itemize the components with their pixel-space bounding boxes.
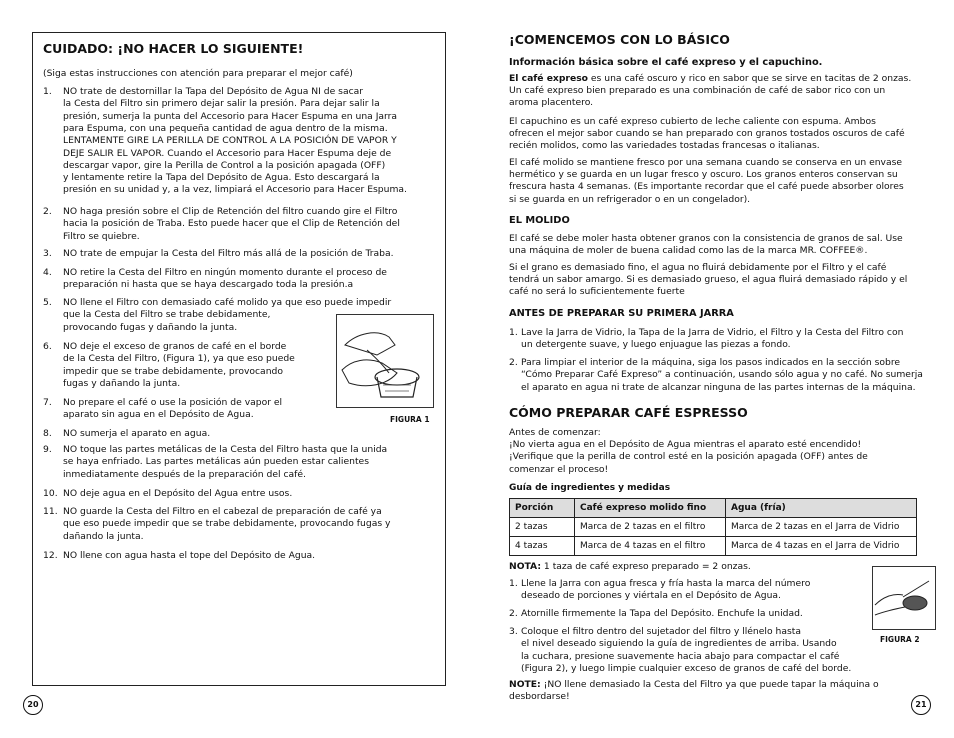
molido-para-2: Si el grano es demasiado fino, el agua no fluirá debidamente por el Filtro y el café tendrá un sabor amargo. Si es demasiado grueso, el agua fluirá demasiado rápido y el café no será lo suficientemente fuerte <box>509 262 908 298</box>
list-item-line: provocando fugas y dañando la junta. <box>63 321 238 333</box>
table-cell: Marca de 2 tazas en el filtro <box>575 518 726 537</box>
list-item-number: 2. <box>509 357 518 368</box>
basics-title: ¡COMENCEMOS CON LO BÁSICO <box>509 32 730 47</box>
list-item-line: “Cómo Preparar Café Expreso” a continuación, usando sólo agua y no café. No sumerja <box>521 369 923 381</box>
para-storage: El café molido se mantiene fresco por una semana cuando se conserva en un envase hermético y se guarda en un lugar fresco y oscuro. Los granos enteros conservan su frescura hasta 4 semanas. (Es importante recordar que el café puede absorber olores si se guarda en un refrigerador o en un congelador). <box>509 157 904 205</box>
list-item-number: 8. <box>43 428 52 439</box>
list-item-line: presión en su unidad y, a la vez, limpiará el Accesorio para Hacer Espuma. <box>63 184 407 196</box>
list-item-line: impedir que se trabe debidamente, provocando <box>63 365 283 377</box>
list-item-line: aparato sin agua en el Depósito de Agua. <box>63 409 254 421</box>
table-cell: 2 tazas <box>510 518 575 537</box>
table-cell: Marca de 4 tazas en el filtro <box>575 537 726 556</box>
list-item-line: (Figura 2), y luego limpie cualquier exceso de granos de café del borde. <box>521 662 852 674</box>
list-item-line: Coloque el filtro dentro del sujetador del filtro y llénelo hasta <box>521 626 801 637</box>
list-item-line: fugas y dañando la junta. <box>63 377 181 389</box>
list-item-number: 3. <box>509 626 518 637</box>
figure-1 <box>336 314 434 408</box>
list-item-line: Para limpiar el interior de la máquina, siga los pasos indicados en la sección sobre <box>521 357 901 368</box>
para-espresso: El café expreso es una café oscuro y rico en sabor que se sirve en tacitas de 2 onzas. Un café expreso bien preparado es una combinación de café de sabor rico con un aroma placentero. <box>509 73 912 109</box>
list-item-line: NO deje el exceso de granos de café en el borde <box>63 341 287 352</box>
list-item-line: LENTAMENTE GIRE LA PERILLA DE CONTROL A LA POSICIÓN DE VAPOR Y <box>63 135 397 147</box>
filter-basket-illustration <box>337 315 433 407</box>
basics-subtitle: Información básica sobre el café expreso y el capuchino. <box>509 57 823 68</box>
molido-heading: EL MOLIDO <box>509 215 570 226</box>
list-item-line: Filtro se quiebre. <box>63 230 140 242</box>
list-item-line: y lentamente retire la Tapa del Depósito de Agua. Esto descargará la <box>63 172 380 184</box>
list-item-line: NO llene con agua hasta el tope del Depósito de Agua. <box>63 550 316 561</box>
list-item-line: de la Cesta del Filtro, (Figura 1), ya que eso puede <box>63 353 295 365</box>
figure-1-caption: FIGURA 1 <box>390 415 430 424</box>
table-header-row <box>510 499 917 518</box>
list-item-line: para Espuma, con una pequeña cantidad de agua dentro de la misma. <box>63 122 388 134</box>
nota-1: NOTA: 1 taza de café expreso preparado = 2 onzas. <box>509 561 751 572</box>
list-item-line: Llene la Jarra con agua fresca y fría hasta la marca del número <box>521 578 811 589</box>
list-item-line: NO deje agua en el Depósito del Agua entre usos. <box>63 488 293 499</box>
list-item-line: Atornille firmemente la Tapa del Depósito. Enchufe la unidad. <box>521 608 803 619</box>
caution-title: CUIDADO: ¡NO HACER LO SIGUIENTE! <box>43 41 304 56</box>
list-item-number: 1. <box>509 327 518 338</box>
list-item-line: preparación ni hasta que se haya descargado toda la presión.a <box>63 279 354 291</box>
list-item-line: NO trate de destornillar la Tapa del Depósito de Agua NI de sacar <box>63 86 364 97</box>
list-item-line: deseado de porciones y viértala en el Depósito de Agua. <box>521 590 781 602</box>
molido-para-1: El café se debe moler hasta obtener granos con la consistencia de granos de sal. Use una máquina de moler de buena calidad como las de la marca MR. COFFEE®. <box>509 233 903 257</box>
table-cell: Marca de 4 tazas en el Jarra de Vidrio <box>726 537 917 556</box>
page-number-right: 21 <box>911 695 931 715</box>
list-item-line: la Cesta del Filtro sin primero dejar salir la presión. Para dejar salir la <box>63 98 380 110</box>
list-item-line: descargar vapor, gire la Perilla de Control a la posición apagada (OFF) <box>63 159 386 171</box>
list-item-number: 5. <box>43 297 52 308</box>
list-item-line: NO toque las partes metálicas de la Cesta del Filtro hasta que la unida <box>63 444 388 455</box>
list-item-number: 9. <box>43 444 52 455</box>
list-item-line: inmediatamente después de la preparación del café. <box>63 468 306 480</box>
list-item-line: el nivel deseado siguiendo la guía de ingredientes de arriba. Usando <box>521 638 837 650</box>
ingredients-table <box>509 498 917 556</box>
list-item-number: 6. <box>43 341 52 352</box>
espresso-intro: Antes de comenzar: ¡No vierta agua en el Depósito de Agua mientras el aparato esté encendido! ¡Verifique que la perilla de control esté en la posición apagada (OFF) antes de comenzar el proceso! <box>509 427 868 475</box>
list-item-line: NO haga presión sobre el Clip de Retención del filtro cuando gire el Filtro <box>63 206 398 217</box>
list-item-line: NO guarde la Cesta del Filtro en el cabezal de preparación de café ya <box>63 506 382 517</box>
table-header: Porción <box>510 499 575 518</box>
para-capuchino: El capuchino es un café expreso cubierto de leche caliente con espuma. Ambos ofrecen el mejor sabor cuando se han preparado con granos tostados oscuros de café recién molidos, como las variedades tostadas francesas o italianas. <box>509 116 905 152</box>
spoon-tamp-illustration <box>873 567 935 629</box>
list-item-line: hacia la posición de Traba. Esto puede hacer que el Clip de Retención del <box>63 218 400 230</box>
table-row <box>510 518 917 537</box>
page-number-left: 20 <box>23 695 43 715</box>
list-item-number: 4. <box>43 267 52 278</box>
nota-2: NOTE: ¡NO llene demasiado la Cesta del Filtro ya que puede tapar la máquina o desbordarse! <box>509 679 879 703</box>
guide-heading: Guía de ingredientes y medidas <box>509 483 671 493</box>
para-espresso-bold: El café expreso <box>509 73 588 84</box>
list-item-line: NO trate de empujar la Cesta del Filtro más allá de la posición de Traba. <box>63 248 394 259</box>
list-item-number: 10. <box>43 488 58 499</box>
table-cell: Marca de 2 tazas en el Jarra de Vidrio <box>726 518 917 537</box>
list-item-line: NO retire la Cesta del Filtro en ningún momento durante el proceso de <box>63 267 387 278</box>
list-item-line: dañando la junta. <box>63 530 144 542</box>
list-item-number: 2. <box>509 608 518 619</box>
list-item-line: NO llene el Filtro con demasiado café molido ya que eso puede impedir <box>63 297 392 308</box>
table-cell: 4 tazas <box>510 537 575 556</box>
list-item-line: NO sumerja el aparato en agua. <box>63 428 211 439</box>
list-item-number: 1. <box>509 578 518 589</box>
list-item-line: que la Cesta del Filtro se trabe debidamente, <box>63 309 271 321</box>
list-item-number: 1. <box>43 86 52 97</box>
figure-2 <box>872 566 936 630</box>
list-item-line: No prepare el café o use la posición de vapor el <box>63 397 283 408</box>
table-row <box>510 537 917 556</box>
list-item-line: Lave la Jarra de Vidrio, la Tapa de la Jarra de Vidrio, el Filtro y la Cesta del Filtro con <box>521 327 904 338</box>
caution-intro: (Siga estas instrucciones con atención para preparar el mejor café) <box>43 68 353 79</box>
list-item-line: DEJE SALIR EL VAPOR. Cuando el Accesorio para Hacer Espuma deje de <box>63 147 392 159</box>
espresso-title: CÓMO PREPARAR CAFÉ ESPRESSO <box>509 405 748 420</box>
list-item-line: la cuchara, presione suavemente hacia abajo para compactar el café <box>521 650 840 662</box>
list-item-number: 12. <box>43 550 58 561</box>
table-header: Agua (fría) <box>726 499 917 518</box>
list-item-number: 3. <box>43 248 52 259</box>
table-header: Café expreso molido fino <box>575 499 726 518</box>
list-item-number: 7. <box>43 397 52 408</box>
jarra-heading: ANTES DE PREPARAR SU PRIMERA JARRA <box>509 308 734 319</box>
list-item-line: el aparato en agua ni trate de alcanzar ninguna de las partes internas de la máquina. <box>521 381 916 393</box>
list-item-number: 11. <box>43 506 58 517</box>
list-item-line: se haya enfriado. Las partes metálicas aún pueden estar calientes <box>63 456 369 468</box>
list-item-number: 2. <box>43 206 52 217</box>
list-item-line: que eso puede impedir que se trabe debidamente, provocando fugas y <box>63 518 391 530</box>
list-item-line: un detergente suave, y luego enjuague las piezas a fondo. <box>521 339 791 351</box>
figure-2-caption: FIGURA 2 <box>880 635 920 644</box>
list-item-line: presión, sumerja la punta del Accesorio para Hacer Espuma en una Jarra <box>63 110 398 122</box>
